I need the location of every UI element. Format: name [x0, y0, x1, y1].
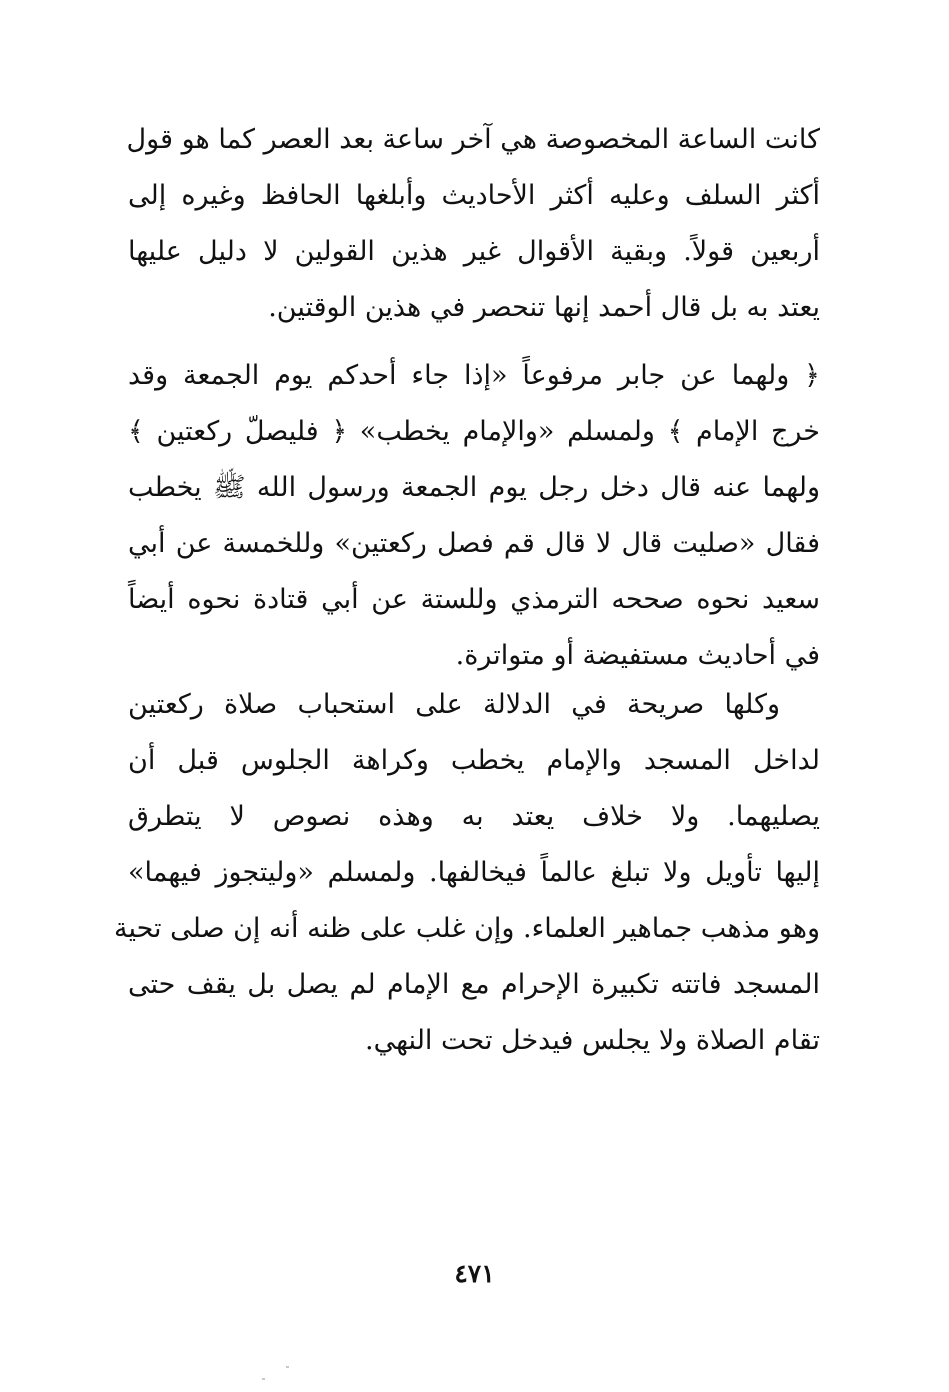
text-line: أربعين قولاً. وبقية الأقوال غير هذين القولين لا دليل عليها — [128, 236, 820, 267]
text-line: يعتد به بل قال أحمد إنها تنحصر في هذين الوقتين. — [268, 292, 820, 323]
text-line: خرج الإمام ﴾ ولمسلم «والإمام يخطب» ﴿ فليصلّ ركعتين ﴾ — [128, 416, 820, 447]
text-line: ﴿ ولهما عن جابر مرفوعاً «إذا جاء أحدكم يوم الجمعة وقد — [128, 360, 820, 391]
text-line: إليها تأويل ولا تبلغ عالماً فيخالفها. ولمسلم «وليتجوز فيهما» — [128, 857, 820, 888]
scan-speck — [286, 1366, 289, 1368]
text-line: وهو مذهب جماهير العلماء. وإن غلب على ظنه أنه إن صلى تحية — [114, 913, 820, 944]
paragraph-2 — [128, 348, 820, 684]
text-line: سعيد نحوه صححه الترمذي وللستة عن أبي قتادة نحوه أيضاً — [128, 584, 820, 615]
text-line: لداخل المسجد والإمام يخطب وكراهة الجلوس قبل أن — [128, 745, 820, 776]
text-line: تقام الصلاة ولا يجلس فيدخل تحت النهي. — [365, 1025, 820, 1056]
text-line: كانت الساعة المخصوصة هي آخر ساعة بعد العصر كما هو قول — [126, 124, 820, 155]
text-line: وكلها صريحة في الدلالة على استحباب صلاة ركعتين — [128, 689, 780, 720]
paragraph-3 — [114, 677, 820, 1069]
text-line: ولهما عنه قال دخل رجل يوم الجمعة ورسول الله ﷺ يخطب — [128, 472, 820, 503]
page-number: ٤٧١ — [454, 1259, 495, 1288]
text-line: فقال «صليت قال لا قال قم فصل ركعتين» وللخمسة عن أبي — [128, 528, 820, 559]
text-line: يصليهما. ولا خلاف يعتد به وهذه نصوص لا يتطرق — [128, 801, 820, 832]
scan-speck — [262, 1378, 265, 1380]
text-line: في أحاديث مستفيضة أو متواترة. — [455, 640, 820, 671]
paragraph-1 — [128, 112, 820, 336]
text-line: المسجد فاتته تكبيرة الإحرام مع الإمام لم يصل بل يقف حتى — [128, 969, 820, 1000]
text-line: أكثر السلف وعليه أكثر الأحاديث وأبلغها الحافظ وغيره إلى — [128, 180, 820, 211]
